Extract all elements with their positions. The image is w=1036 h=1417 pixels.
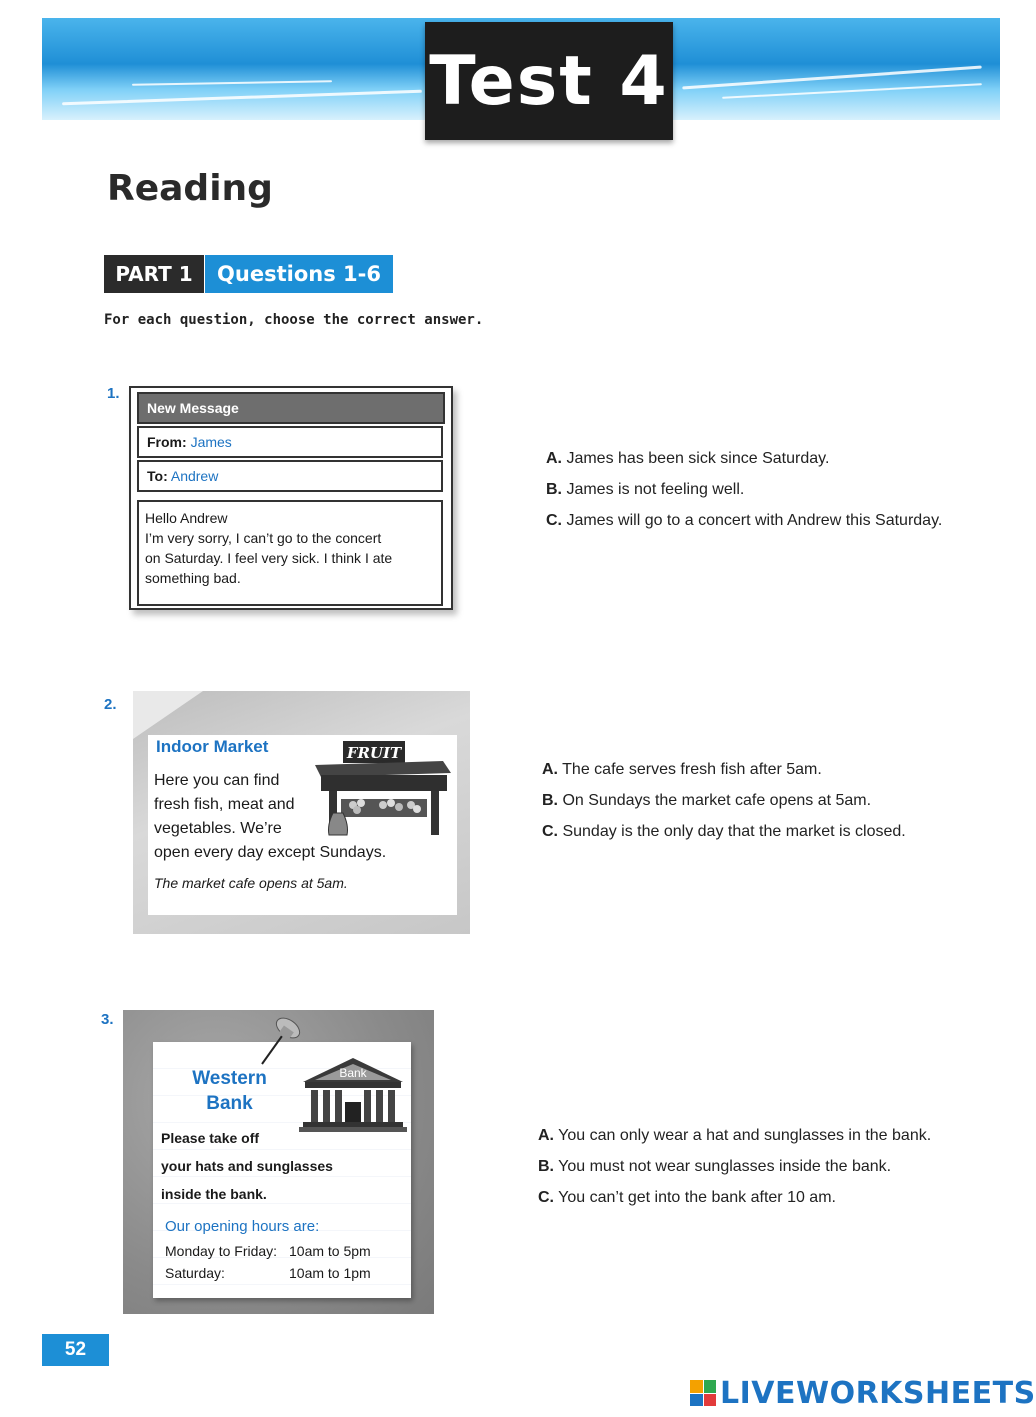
message-to-row — [137, 460, 443, 492]
test-title: Test 4 — [425, 22, 673, 140]
bank-sign-text: Bank — [339, 1066, 367, 1080]
to-label: To: — [147, 468, 168, 484]
from-label: From: — [147, 434, 187, 450]
bank-rule-line: inside the bank. — [161, 1186, 267, 1202]
to-value: Andrew — [170, 468, 219, 484]
bank-rule-line: Please take off — [161, 1130, 260, 1146]
market-body — [154, 769, 387, 865]
page-number: 52 — [42, 1334, 109, 1366]
message-header: New Message — [137, 392, 445, 424]
market-line: fresh fish, meat and — [154, 796, 295, 813]
from-value: James — [190, 434, 232, 450]
q1-option-a[interactable]: A. James has been sick since Saturday. — [546, 450, 830, 467]
opening-hours-title: Our opening hours are: — [165, 1218, 320, 1235]
q3-option-c[interactable]: C. You can’t get into the bank after 10 am. — [538, 1189, 836, 1206]
message-greeting: Hello Andrew — [145, 510, 228, 526]
part-label: PART 1 — [104, 255, 204, 293]
brand-grid-icon — [690, 1380, 716, 1406]
bank-rule-line: your hats and sunglasses — [161, 1158, 333, 1174]
hours-row: Monday to Friday: 10am to 5pm — [165, 1243, 371, 1259]
message-card — [129, 386, 453, 610]
section-title: Reading — [107, 168, 273, 209]
bank-building-icon — [299, 1056, 407, 1134]
q1-option-b[interactable]: B. James is not feeling well. — [546, 481, 745, 498]
q1-option-c[interactable]: C. James will go to a concert with Andrew this Saturday. — [546, 512, 943, 529]
market-line: vegetables. We’re — [154, 820, 282, 837]
bank-title — [167, 1066, 292, 1116]
message-line: on Saturday. I feel very sick. I think I ate — [145, 550, 393, 566]
question-number-1: 1. — [107, 385, 120, 402]
market-line: Here you can find — [154, 772, 280, 789]
q1-options — [546, 450, 942, 543]
bank-notice — [153, 1042, 411, 1298]
market-note: The market cafe opens at 5am. — [154, 875, 348, 891]
opening-hours — [165, 1240, 371, 1284]
bank-title-line: Bank — [206, 1093, 253, 1114]
brand-logo — [690, 1374, 1036, 1412]
market-line: open every day except Sundays. — [154, 844, 387, 861]
question-number-3: 3. — [101, 1011, 114, 1028]
questions-range-label: Questions 1-6 — [205, 255, 393, 293]
push-pin-icon — [258, 1014, 306, 1066]
hours-row: Saturday: 10am to 1pm — [165, 1265, 371, 1281]
message-from-row — [137, 426, 443, 458]
market-notice — [148, 735, 457, 915]
message-line: something bad. — [145, 570, 241, 586]
fruit-sign-text: FRUIT — [346, 744, 402, 762]
market-title: Indoor Market — [156, 737, 269, 756]
q2-option-c[interactable]: C. Sunday is the only day that the market is closed. — [542, 823, 906, 840]
q3-option-b[interactable]: B. You must not wear sunglasses inside the bank. — [538, 1158, 892, 1175]
q3-option-a[interactable]: A. You can only wear a hat and sunglasses in the bank. — [538, 1127, 932, 1144]
message-line: I’m very sorry, I can’t go to the concert — [145, 530, 382, 546]
instruction-text: For each question, choose the correct answer. — [104, 312, 484, 328]
q3-options — [538, 1127, 931, 1220]
brand-text: LIVEWORKSHEETS — [720, 1375, 1036, 1411]
message-body — [137, 500, 443, 606]
fruit-stall-icon — [313, 739, 453, 839]
q2-options — [542, 761, 906, 854]
bank-title-line: Western — [192, 1068, 267, 1089]
q2-option-a[interactable]: A. The cafe serves fresh fish after 5am. — [542, 761, 822, 778]
q2-option-b[interactable]: B. On Sundays the market cafe opens at 5am. — [542, 792, 872, 809]
paper-fold — [133, 691, 203, 739]
bank-rule — [161, 1124, 331, 1208]
question-number-2: 2. — [104, 696, 117, 713]
